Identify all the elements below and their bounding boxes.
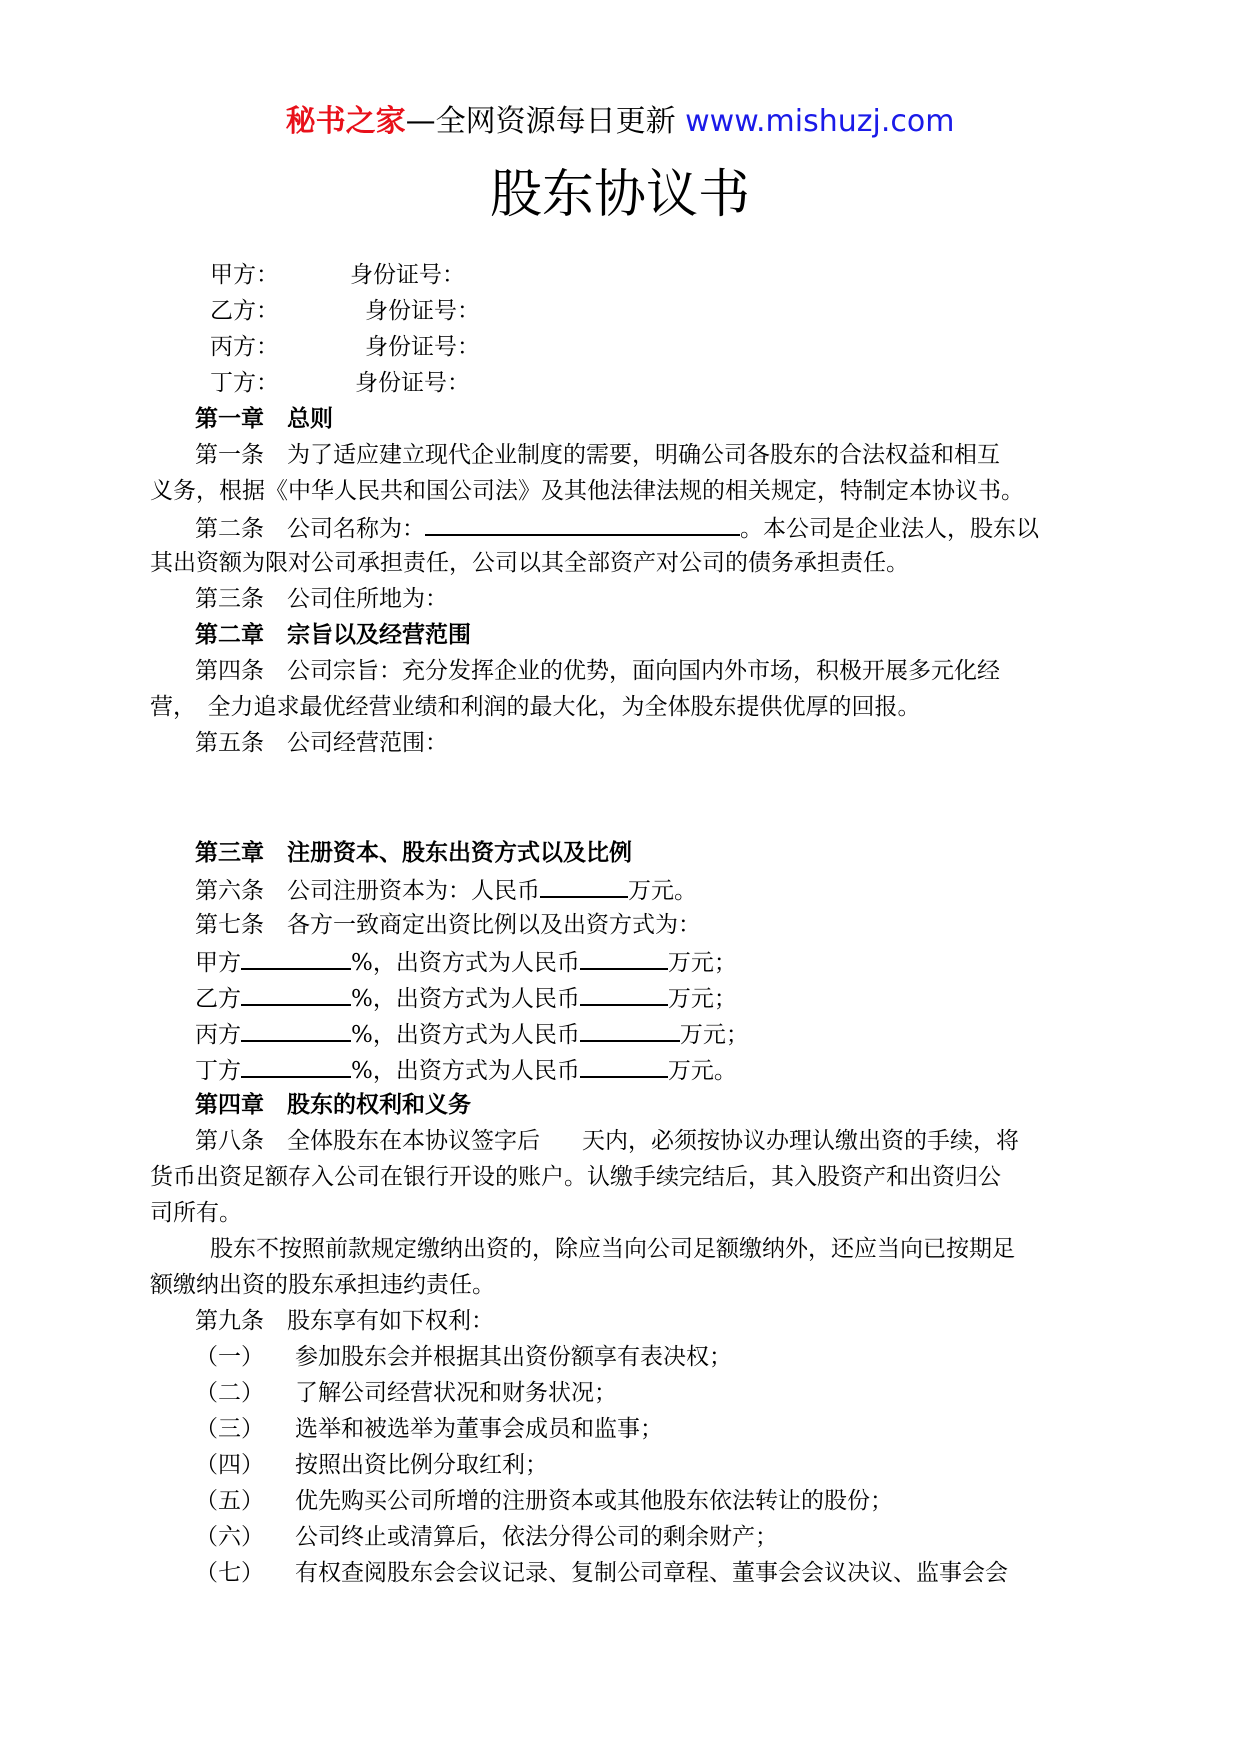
- article-4-line-1: 第四条 公司宗旨：充分发挥企业的优势，面向国内外市场，积极开展多元化经: [195, 658, 1000, 684]
- party-d-label: 丁方：: [210, 370, 279, 396]
- party-c-label: 丙方：: [210, 334, 279, 360]
- item-text: 有权查阅股东会会议记录、复制公司章程、董事会会议决议、监事会会: [295, 1560, 1008, 1586]
- article-2-line-2: 其出资额为限对公司承担责任，公司以其全部资产对公司的债务承担责任。: [150, 550, 909, 576]
- contrib-party: 甲方: [195, 950, 241, 976]
- chapter-2-heading: 第二章 宗旨以及经营范围: [195, 622, 471, 648]
- party-c-line: [210, 332, 480, 362]
- article-7-line-1: 第七条 各方一致商定出资比例以及出资方式为：: [195, 912, 701, 938]
- contrib-unit: 万元；: [679, 1022, 749, 1048]
- amount-blank: [580, 982, 668, 1006]
- right-item-7: [195, 1558, 1008, 1588]
- brand-name: 秘书之家: [285, 104, 406, 139]
- contrib-row-b: [195, 982, 737, 1014]
- article-3-line-1: 第三条 公司住所地为：: [195, 586, 448, 612]
- item-number: （四）: [195, 1452, 264, 1478]
- pct-blank: [241, 946, 351, 970]
- article-8-para-2-line-2: 额缴纳出资的股东承担违约责任。: [150, 1272, 495, 1298]
- party-d-id-label: 身份证号：: [355, 370, 470, 396]
- chapter-1-heading: 第一章 总则: [195, 406, 333, 432]
- article-4-line-2: 营， 全力追求最优经营业绩和利润的最大化，为全体股东提供优厚的回报。: [150, 694, 921, 720]
- pct-blank: [241, 1018, 351, 1042]
- party-a-label: 甲方：: [210, 262, 279, 288]
- article-2-text-b: 。本公司是企业法人，股东以: [740, 516, 1039, 542]
- item-number: （六）: [195, 1524, 264, 1550]
- item-number: （七）: [195, 1560, 264, 1586]
- contrib-pct-text: %，出资方式为人民币: [351, 1058, 580, 1084]
- article-6-line-1: [195, 874, 697, 906]
- right-item-5: [195, 1486, 893, 1516]
- header-tagline: —全网资源每日更新: [405, 104, 676, 139]
- contrib-party: 丙方: [195, 1022, 241, 1048]
- chapter-3-heading: 第三章 注册资本、股东出资方式以及比例: [195, 840, 632, 866]
- party-b-id-label: 身份证号：: [365, 298, 480, 324]
- site-header: [0, 102, 1240, 142]
- article-6-text-a: 第六条 公司注册资本为：人民币: [195, 878, 540, 904]
- contrib-pct-text: %，出资方式为人民币: [351, 950, 580, 976]
- right-item-2: [195, 1378, 617, 1408]
- item-number: （二）: [195, 1380, 264, 1406]
- article-5-line-1: 第五条 公司经营范围：: [195, 730, 448, 756]
- contrib-pct-text: %，出资方式为人民币: [351, 1022, 580, 1048]
- contrib-pct-text: %，出资方式为人民币: [351, 986, 580, 1012]
- article-8-text-a: 第八条 全体股东在本协议签字后: [195, 1128, 540, 1154]
- item-number: （三）: [195, 1416, 264, 1442]
- item-number: （一）: [195, 1344, 264, 1370]
- article-8-line-1: [195, 1126, 1019, 1156]
- document-title: 股东协议书: [489, 165, 750, 225]
- item-text: 优先购买公司所增的注册资本或其他股东依法转让的股份；: [295, 1488, 893, 1514]
- contrib-unit: 万元；: [667, 950, 737, 976]
- contrib-row-a: [195, 946, 737, 978]
- article-9-line-1: 第九条 股东享有如下权利：: [195, 1308, 494, 1334]
- contrib-row-c: [195, 1018, 749, 1050]
- amount-blank: [580, 1054, 668, 1078]
- party-b-line: [210, 296, 480, 326]
- contrib-party: 乙方: [195, 986, 241, 1012]
- party-a-id-label: 身份证号：: [350, 262, 465, 288]
- contrib-row-d: [195, 1054, 737, 1086]
- pct-blank: [241, 1054, 351, 1078]
- right-item-3: [195, 1414, 663, 1444]
- article-2-text-a: 第二条 公司名称为：: [195, 516, 425, 542]
- article-6-text-b: 万元。: [628, 878, 697, 904]
- right-item-1: [195, 1342, 732, 1372]
- article-8-line-3: 司所有。: [150, 1200, 242, 1226]
- chapter-4-heading: 第四章 股东的权利和义务: [195, 1092, 471, 1118]
- party-d-line: [210, 368, 470, 398]
- article-2-line-1: [195, 512, 1039, 544]
- item-text: 参加股东会并根据其出资份额享有表决权；: [295, 1344, 732, 1370]
- pct-blank: [241, 982, 351, 1006]
- article-8-line-2: 货币出资足额存入公司在银行开设的账户。认缴手续完结后，其入股资产和出资归公: [150, 1164, 1001, 1190]
- contrib-unit: 万元；: [667, 986, 737, 1012]
- item-number: （五）: [195, 1488, 264, 1514]
- party-a-line: [210, 260, 465, 290]
- site-url-link[interactable]: www.mishuzj.com: [685, 104, 955, 139]
- item-text: 了解公司经营状况和财务状况；: [295, 1380, 617, 1406]
- amount-blank: [580, 1018, 680, 1042]
- article-8-para-2-line-1: 股东不按照前款规定缴纳出资的，除应当向公司足额缴纳外，还应当向已按期足: [210, 1236, 1015, 1262]
- article-1-line-1: 第一条 为了适应建立现代企业制度的需要，明确公司各股东的合法权益和相互: [195, 442, 1000, 468]
- company-name-blank: [425, 512, 740, 536]
- article-1-line-2: 义务，根据《中华人民共和国公司法》及其他法律法规的相关规定，特制定本协议书。: [150, 478, 1024, 504]
- capital-amount-blank: [540, 874, 628, 898]
- item-text: 选举和被选举为董事会成员和监事；: [295, 1416, 663, 1442]
- item-text: 按照出资比例分取红利；: [295, 1452, 548, 1478]
- contrib-party: 丁方: [195, 1058, 241, 1084]
- item-text: 公司终止或清算后，依法分得公司的剩余财产；: [295, 1524, 778, 1550]
- right-item-4: [195, 1450, 548, 1480]
- amount-blank: [580, 946, 668, 970]
- article-8-text-b: 天内，必须按协议办理认缴出资的手续，将: [582, 1128, 1019, 1154]
- right-item-6: [195, 1522, 778, 1552]
- contrib-unit: 万元。: [667, 1058, 737, 1084]
- party-b-label: 乙方：: [210, 298, 279, 324]
- party-c-id-label: 身份证号：: [365, 334, 480, 360]
